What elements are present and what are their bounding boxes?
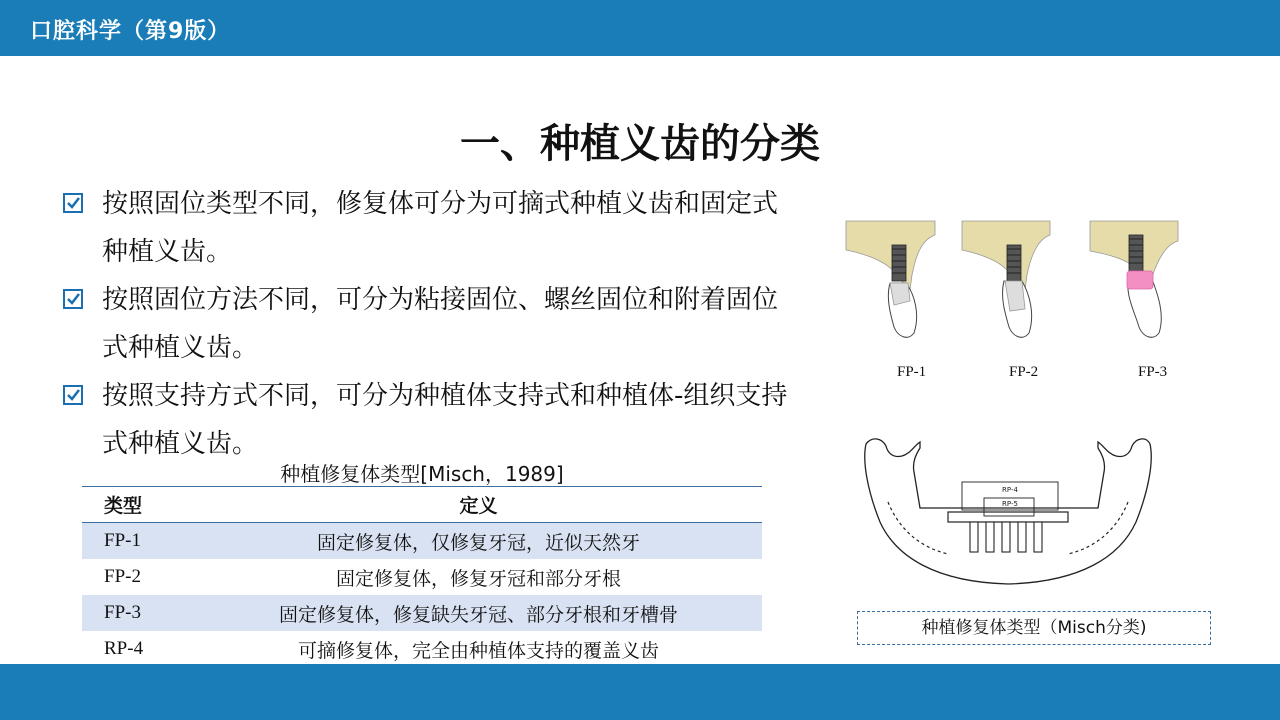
rp4-label: RP-4 [1002,486,1018,494]
checkbox-icon [62,384,84,406]
fp3-illustration [1090,221,1178,337]
slide-title: 一、种植义齿的分类 [460,121,820,167]
bullet-text: 按照支持方式不同，可分为种植体支持式和种植体-组织支持式种植义齿。 [102,381,788,459]
app-title: 口腔科学（第9版） [30,19,231,44]
bullet-text: 按照固位类型不同，修复体可分为可摘式种植义齿和固定式种植义齿。 [102,189,779,267]
footer-bar [0,664,1280,720]
cell-definition: 可摘修复体，完全由种植体支持的覆盖义齿 [195,631,762,668]
header-bar [0,0,1280,56]
bullet-list [62,180,792,468]
cell-type: FP-1 [82,523,195,560]
cell-definition: 固定修复体，仅修复牙冠，近似天然牙 [195,523,762,560]
cell-type: RP-4 [82,631,195,668]
table-row [82,523,762,560]
column-header-definition: 定义 [195,487,762,523]
mandible-illustration [858,432,1158,592]
checkbox-icon [62,288,84,310]
fp1-label: FP-1 [897,364,927,380]
bullet-item [62,180,792,276]
table-row [82,559,762,595]
cell-type: FP-3 [82,595,195,631]
bullet-item [62,276,792,372]
column-header-type: 类型 [82,487,195,523]
figure-caption: 种植修复体类型（Misch分类) [857,611,1211,645]
table-caption: 种植修复体类型[Misch，1989] [280,462,564,486]
fp3-label: FP-3 [1138,364,1168,380]
bullet-text: 按照固位方法不同，可分为粘接固位、螺丝固位和附着固位式种植义齿。 [102,285,779,363]
misch-table [82,486,762,668]
checkbox-icon [62,192,84,214]
fp2-illustration [962,221,1050,337]
rp5-label: RP-5 [1002,500,1018,508]
table-row [82,595,762,631]
table-header-row [82,487,762,523]
table-row [82,631,762,668]
cell-type: FP-2 [104,566,141,587]
cell-definition: 固定修复体，修复缺失牙冠、部分牙根和牙槽骨 [195,595,762,631]
bullet-item [62,372,792,468]
cell-definition: 固定修复体，修复牙冠和部分牙根 [335,567,621,590]
fp2-label: FP-2 [1009,364,1039,380]
fp1-illustration [846,221,935,337]
